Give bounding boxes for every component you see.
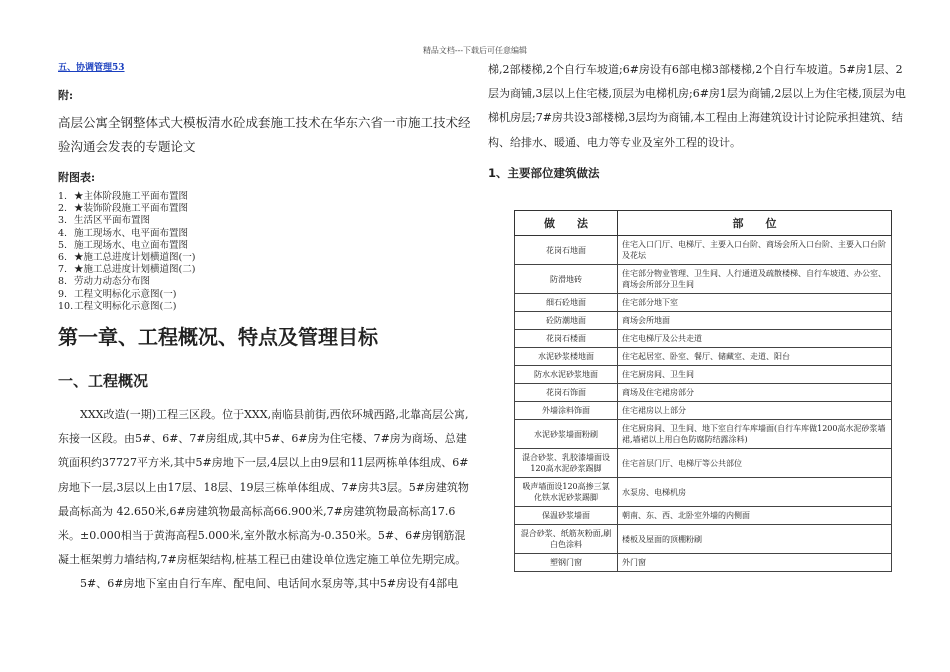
figure-list-item	[58, 228, 473, 240]
page-header: 精品文档---下载后可任意编辑	[422, 46, 528, 55]
right-column	[488, 58, 908, 181]
location-cell: 住宅部分地下室	[618, 294, 892, 312]
figures-label: 附图表:	[58, 171, 96, 184]
method-cell: 细石砼地面	[515, 294, 618, 312]
table-row	[515, 554, 892, 572]
construction-methods-table	[514, 210, 892, 572]
header-location: 部 位	[618, 211, 892, 236]
table-row	[515, 265, 892, 294]
toc-link-coordination[interactable]: 五、协调管理53	[58, 63, 125, 73]
method-cell: 砼防潮地面	[515, 312, 618, 330]
table-row	[515, 507, 892, 525]
figure-number: 8.	[58, 276, 68, 288]
table-row	[515, 420, 892, 449]
table-row	[515, 402, 892, 420]
section-title: 一、工程概况	[58, 372, 149, 391]
location-cell: 住宅部分物业管理、卫生间、人行通道及疏散楼梯、自行车坡道、办公室、商场会所部分卫生间	[618, 265, 892, 294]
location-cell: 商场及住宅裙房部分	[618, 384, 892, 402]
figure-list-item	[58, 264, 473, 276]
table-row	[515, 449, 892, 478]
basement-paragraph: 5#、6#房地下室由自行车库、配电间、电话间水泵房等,其中5#房设有4部电	[80, 577, 459, 591]
table-row	[515, 294, 892, 312]
location-cell: 住宅电梯厅及公共走道	[618, 330, 892, 348]
figures-list	[58, 191, 473, 313]
continued-paragraph: 梯,2部楼梯,2个自行车坡道;6#房设有6部电梯3部楼梯,2个自行车坡道。5#房1层、2层为商铺,3层以上住宅楼,顶层为电梯机房;6#房1层为商铺,2层以上为住宅楼,顶层为电梯机房层;7#房共设3部楼梯,3层均为商铺,本工程由上海建筑设计讨论院承担建筑、结构、给排水、暖通、电力等专业及室外工程的设计。	[488, 63, 906, 149]
figure-number: 1.	[58, 191, 68, 202]
table-row	[515, 525, 892, 554]
figure-title: 劳动力动态分布图	[74, 276, 151, 288]
overview-paragraph: XXX改造(一期)工程三区段。位于XXX,南临县前街,西依环城西路,北靠高层公寓,东接一区段。由5#、6#、7#房组成,其中5#、6#房为住宅楼、7#房为商场、总建筑面积约37727平方米,其中5#房地下一层,4层以上由9层和11层两栋单体组成、6#房地下一层,3层以上由17层、18层、19层三栋单体组成、7#房共3层。5#房建筑物最高标高为 42.650米,6#房建筑物最高标高66.900米,7#房建筑物最高标高17.6米。±0.000相当于黄海高程5.000米,室外散水标高为-0.350米。5#、6#房钢筋混凝土框架剪力墙结构,7#房框架结构,桩基工程已由建设单位选定施工单位先期完成。	[58, 408, 469, 567]
table-body	[515, 236, 892, 572]
figure-title: 工程文明标化示意图(二)	[74, 300, 177, 312]
figure-number: 3.	[58, 215, 68, 227]
location-cell: 住宅起居室、卧室、餐厅、储藏室、走道、阳台	[618, 348, 892, 366]
table-row	[515, 366, 892, 384]
figure-title: ★主体阶段施工平面布置图	[74, 191, 189, 202]
method-cell: 塑钢门窗	[515, 554, 618, 572]
location-cell: 水泵房、电梯机房	[618, 478, 892, 507]
table-row	[515, 330, 892, 348]
location-cell: 住宅厨房间、卫生间	[618, 366, 892, 384]
table-row	[515, 384, 892, 402]
figure-title: 生活区平面布置图	[74, 215, 151, 227]
figure-title: ★施工总进度计划横道图(二)	[74, 264, 196, 276]
table-row	[515, 348, 892, 366]
location-cell: 住宅首层门厅、电梯厅等公共部位	[618, 449, 892, 478]
method-cell: 花岗石饰面	[515, 384, 618, 402]
location-cell: 朝南、东、西、北卧室外墙的内侧面	[618, 507, 892, 525]
figure-list-item	[58, 215, 473, 227]
method-cell: 外墙涂料饰面	[515, 402, 618, 420]
location-cell: 住宅厨房间、卫生间、地下室自行车库墙面(自行车库做1200高水泥砂浆墙裙,墙裙以上用白色防腐防结露涂料)	[618, 420, 892, 449]
figure-list-item	[58, 191, 473, 203]
table-header-row	[515, 211, 892, 236]
header-method: 做 法	[515, 211, 618, 236]
figure-title: 工程文明标化示意图(一)	[74, 288, 177, 300]
table-row	[515, 236, 892, 265]
location-cell: 楼板及屋面的顶棚粉刷	[618, 525, 892, 554]
location-cell: 商场会所地面	[618, 312, 892, 330]
figure-number: 10.	[58, 300, 74, 312]
location-cell: 住宅裙房以上部分	[618, 402, 892, 420]
figure-number: 7.	[58, 264, 68, 276]
table-row	[515, 478, 892, 507]
attachment-paper-title: 高层公寓全钢整体式大模板清水砼成套施工技术在华东六省一市施工技术经验沟通会发表的专题论文	[58, 115, 471, 154]
figure-list-item	[58, 240, 473, 252]
figure-list-item	[58, 289, 473, 301]
figure-list-item	[58, 276, 473, 288]
method-cell: 吸声墙面设120高掺三氯化铁水泥砂浆踢脚	[515, 478, 618, 507]
figure-number: 6.	[58, 252, 68, 264]
subsection-title: 1、主要部位建筑做法	[488, 165, 600, 180]
figure-title: 施工现场水、电立面布置图	[74, 239, 189, 251]
figure-title: ★装饰阶段施工平面布置图	[74, 203, 189, 215]
figure-number: 2.	[58, 203, 68, 215]
figure-title: ★施工总进度计划横道图(一)	[74, 252, 196, 264]
table-row	[515, 312, 892, 330]
figure-list-item	[58, 252, 473, 264]
method-cell: 水泥砂浆墙面粉刷	[515, 420, 618, 449]
method-cell: 混合砂浆、乳胶漆墙面设120高水泥砂浆踢脚	[515, 449, 618, 478]
figure-number: 9.	[58, 288, 68, 300]
chapter-title: 第一章、工程概况、特点及管理目标	[58, 325, 378, 350]
method-cell: 保温砂浆墙面	[515, 507, 618, 525]
figure-number: 5.	[58, 239, 68, 251]
location-cell: 住宅入口门厅、电梯厅、主要入口台阶、商场会所入口台阶、主要入口台阶及花坛	[618, 236, 892, 265]
figure-list-item	[58, 301, 473, 313]
method-cell: 防水水泥砂浆地面	[515, 366, 618, 384]
figure-number: 4.	[58, 227, 68, 239]
method-cell: 防滑地砖	[515, 265, 618, 294]
method-cell: 花岗石地面	[515, 236, 618, 265]
method-cell: 混合砂浆、纸筋灰粉面,刷白色涂料	[515, 525, 618, 554]
left-column	[58, 58, 473, 597]
figure-list-item	[58, 203, 473, 215]
location-cell: 外门窗	[618, 554, 892, 572]
method-cell: 水泥砂浆楼地面	[515, 348, 618, 366]
method-cell: 花岗石楼面	[515, 330, 618, 348]
attachment-label: 附:	[58, 89, 74, 102]
figure-title: 施工现场水、电平面布置图	[74, 227, 189, 239]
